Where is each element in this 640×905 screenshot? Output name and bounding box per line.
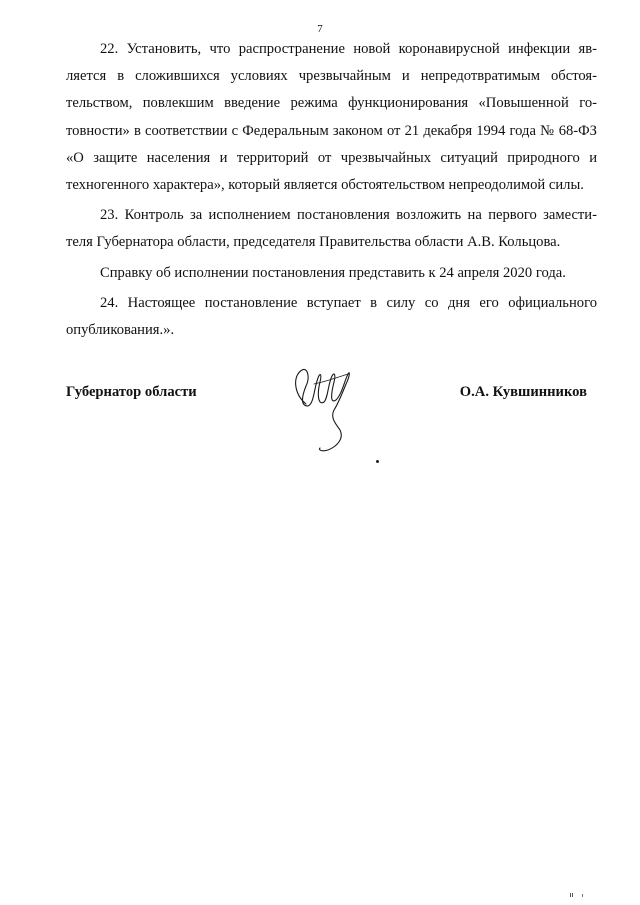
paragraph-24: 24. Настоящее постановление вступает в силу со дня его официального опубликования.». (66, 294, 597, 339)
handwritten-signature (284, 364, 364, 456)
scan-artifact-marks (570, 892, 586, 898)
ink-speck (376, 460, 379, 463)
paragraph-report-deadline: Справку об исполнении постановления представить к 24 апреля 2020 года. (100, 264, 566, 281)
paragraph-23: 23. Контроль за исполнением постановления возложить на первого заместителя Губернатора области, председателя Правительства области А.В. Кольцова. (66, 207, 597, 251)
signatory-name: О.А. Кувшинников (459, 384, 587, 400)
page-number: 7 (317, 23, 323, 35)
document-body (66, 36, 597, 344)
paragraph-22: 22. Установить, что распространение новой коронавирусной инфекции является в сложившихся условиях чрезвычайным и непредотвратимым обстоятельством, повлекшим введение режима функционирования «Повышенной готовности» в соответствии с Федеральным законом от 21 декабря 1994 года № 68-ФЗ «О защите населения и территорий от чрезвычайных ситуаций природного и техногенного характера», который является обстоятельством непреодолимой силы. (66, 41, 597, 194)
signatory-position: Губернатор области (66, 384, 197, 400)
